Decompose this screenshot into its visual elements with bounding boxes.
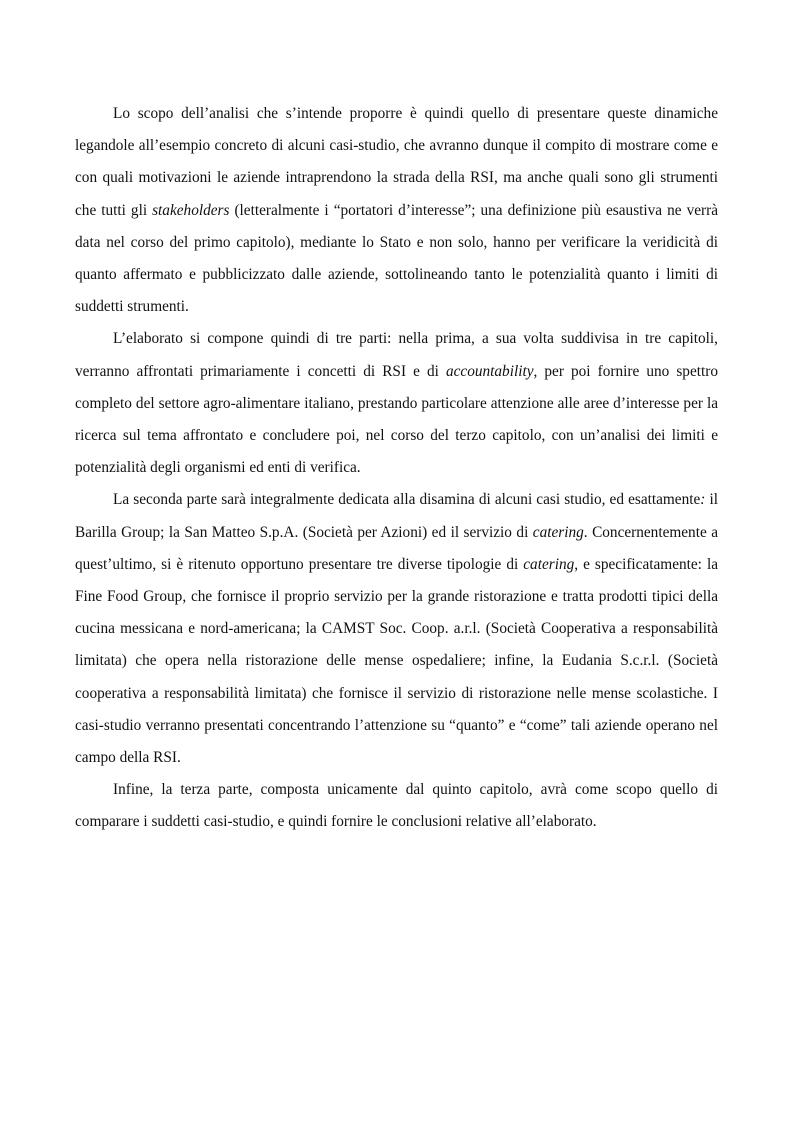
paragraph-text: (letteralmente i “portatori d’interesse”; una definizione più esaustiva ne verrà data nel corso del primo capitolo), mediante lo Stato e non solo, hanno per verificare la veridicità di quanto affermato e pubblicizzato dalle aziende, sottolineando tanto le potenzialità quanto i limiti di suddetti strumenti. [75, 201, 718, 316]
paragraph-text: il Barilla Group; la San Matteo S.p.A. (Società per Azioni) ed il servizio di [75, 491, 718, 541]
italic-term: : [700, 491, 706, 509]
paragraph-text: Lo scopo dell’analisi che s’intende proporre è quindi quello di presentare queste dinamiche legandole all’esempio concreto di alcuni casi-studio, che avranno dunque il compito di mostrare come e con quali motivazioni le aziende intraprendono la strada della RSI, ma anche quali sono gli strumenti che tutti gli [75, 105, 718, 219]
italic-term: accountability [445, 362, 534, 380]
paragraph-text: . Concernentemente a quest’ultimo, si è ritenuto opportuno presentare tre diverse tipologie di [75, 523, 718, 573]
italic-term: catering [523, 555, 575, 573]
paragraph-text: Infine, la terza parte, composta unicamente dal quinto capitolo, avrà come scopo quello di comparare i suddetti casi-studio, e quindi fornire le conclusioni relative all’elaborato. [75, 781, 718, 831]
italic-term: stakeholders [152, 201, 230, 219]
document-page [75, 98, 718, 839]
paragraph-text: , per poi fornire uno spettro completo del settore agro-alimentare italiano, prestando particolare attenzione alle aree d’interesse per la ricerca sul tema affrontato e concludere poi, nel corso del terzo capitolo, con un’analisi dei limiti e potenzialità degli organismi ed enti di verifica. [75, 362, 718, 477]
paragraph-text: L’elaborato si compone quindi di tre parti: nella prima, a sua volta suddivisa in tre capitoli, verranno affrontati primariamente i concetti di RSI e di [75, 330, 718, 380]
paragraph-text: La seconda parte sarà integralmente dedicata alla disamina di alcuni casi studio, ed esattamente [113, 491, 701, 509]
paragraph-case-studies [75, 484, 718, 774]
paragraph-conclusion [75, 774, 718, 838]
paragraph-text: , e specificatamente: la Fine Food Group, che fornisce il proprio servizio per la grande ristorazione e tratta prodotti tipici della cucina messicana e nord-americana; la CAMST Soc. Coop. a.r.l. (Società Cooperativa a responsabilità limitata) che opera nella ristorazione delle mense ospedaliere; infine, la Eudania S.c.r.l. (Società cooperativa a responsabilità limitata) che fornisce il servizio di ristorazione nelle mense scolastiche. I casi-studio verranno presentati concentrando l’attenzione su “quanto” e “come” tali aziende operano nel campo della RSI. [75, 555, 718, 767]
paragraph-structure [75, 323, 718, 484]
italic-term: catering [532, 523, 584, 541]
paragraph-scope [75, 98, 718, 323]
